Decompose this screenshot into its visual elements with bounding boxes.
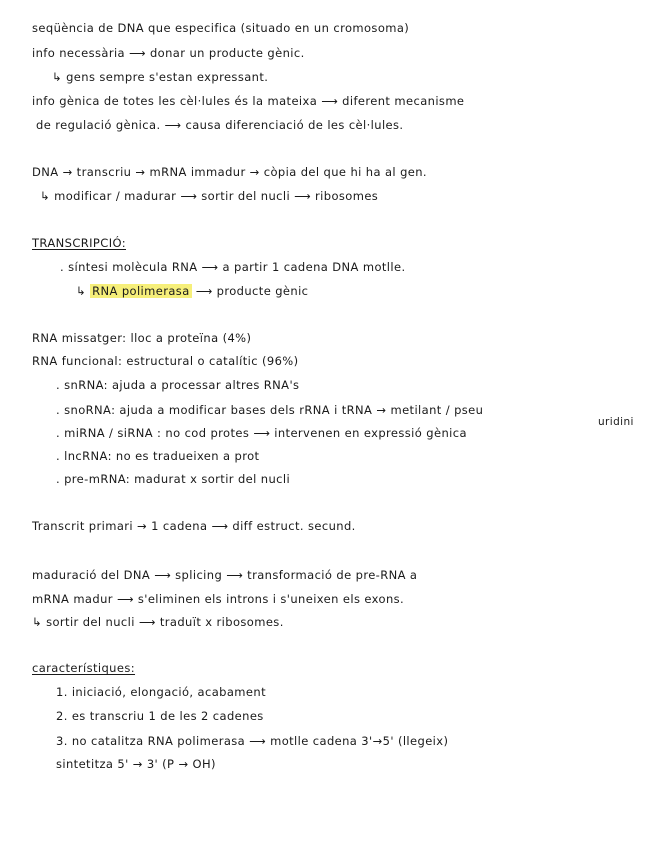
highlighted-term: RNA polimerasa — [92, 284, 190, 298]
note-line: . pre-mRNA: madurat x sortir del nucli — [56, 472, 291, 486]
note-line-continuation: uridini — [598, 416, 634, 428]
list-item: 3. no catalitza RNA polimerasa ⟶ motlle cadena 3'→5' (llegeix) — [56, 734, 449, 748]
note-line: de regulació gènica. ⟶ causa diferenciació de les cèl·lules. — [36, 118, 404, 132]
section-heading-caracteristiques: característiques: — [32, 661, 136, 675]
note-line: . miRNA / siRNA : no cod protes ⟶ intervenen en expressió gènica — [56, 426, 467, 440]
note-line-polimerasa — [76, 283, 308, 299]
note-line: DNA → transcriu → mRNA immadur → còpia del que hi ha al gen. — [32, 165, 427, 179]
note-line: . lncRNA: no es tradueixen a prot — [56, 449, 260, 463]
note-line: RNA missatger: lloc a proteïna (4%) — [32, 331, 252, 345]
note-line: Transcrit primari → 1 cadena ⟶ diff estruct. secund. — [32, 519, 356, 533]
note-line: ↳ gens sempre s'estan expressant. — [52, 70, 269, 84]
note-line: . snoRNA: ajuda a modificar bases dels rRNA i tRNA → metilant / pseu — [56, 403, 484, 417]
note-line: maduració del DNA ⟶ splicing ⟶ transformació de pre-RNA a — [32, 568, 418, 582]
arrow-glyph: ↳ — [76, 284, 87, 298]
note-text: ⟶ producte gènic — [195, 284, 309, 298]
list-item: sintetitza 5' → 3' (P → OH) — [56, 757, 216, 771]
section-heading-transcripcio: TRANSCRIPCIÓ: — [32, 236, 127, 250]
note-line: mRNA madur ⟶ s'eliminen els introns i s'uneixen els exons. — [32, 592, 405, 606]
note-line: ↳ modificar / madurar ⟶ sortir del nucli ⟶ ribosomes — [40, 189, 379, 203]
note-line: info gènica de totes les cèl·lules és la mateixa ⟶ diferent mecanisme — [32, 94, 465, 108]
note-line: . snRNA: ajuda a processar altres RNA's — [56, 378, 300, 392]
list-item: 2. es transcriu 1 de les 2 cadenes — [56, 709, 264, 723]
note-line: RNA funcional: estructural o catalític (96%) — [32, 354, 299, 368]
note-line: seqüència de DNA que especifica (situado en un cromosoma) — [32, 21, 410, 35]
note-line: . síntesi molècula RNA ⟶ a partir 1 cadena DNA motlle. — [60, 260, 406, 274]
note-line: ↳ sortir del nucli ⟶ traduït x ribosomes. — [32, 615, 284, 629]
list-item: 1. iniciació, elongació, acabament — [56, 685, 266, 699]
note-line: info necessària ⟶ donar un producte gènic. — [32, 46, 305, 60]
